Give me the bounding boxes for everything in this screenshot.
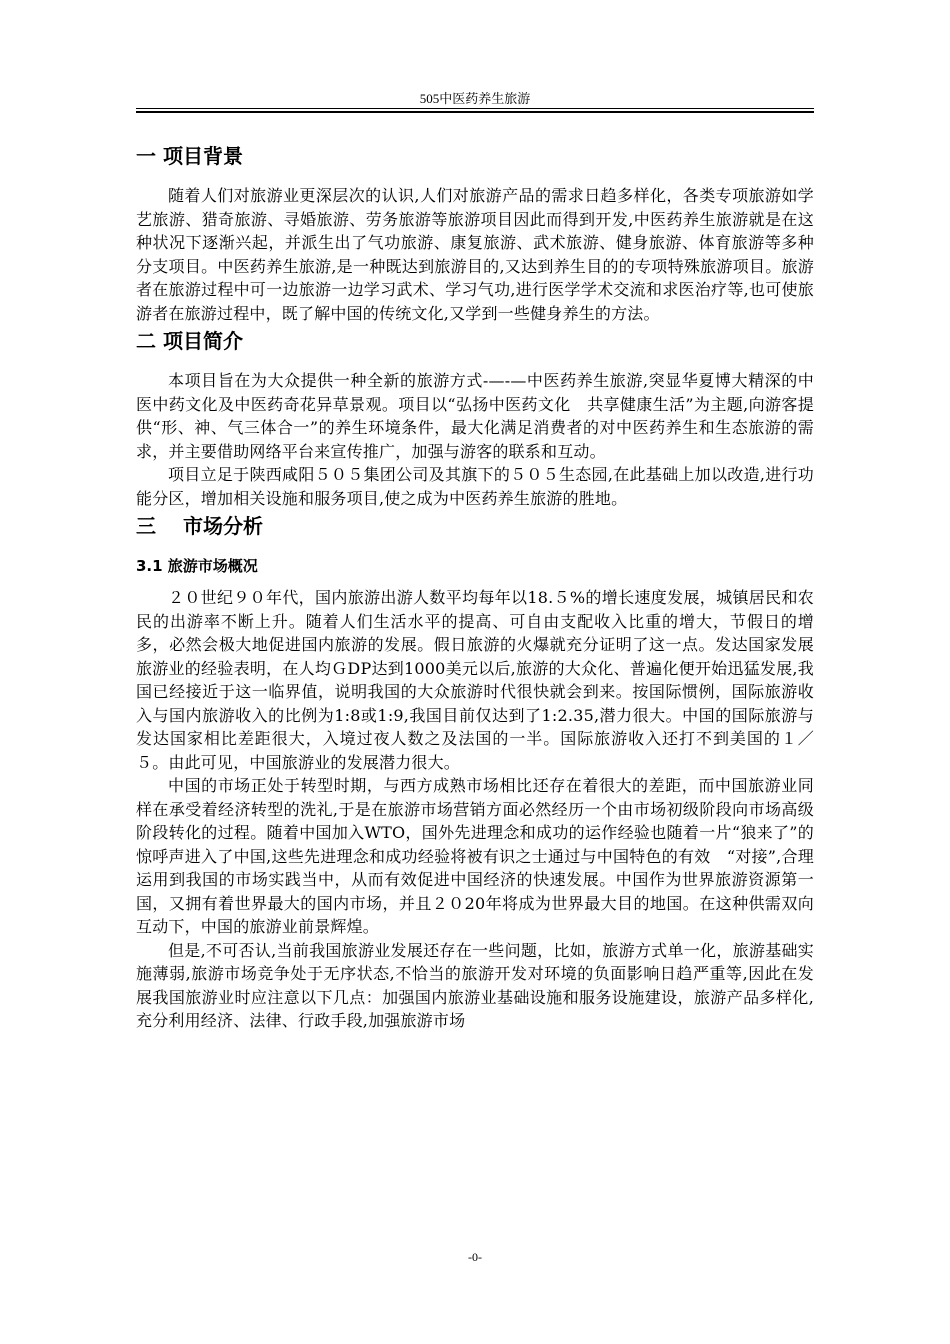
paragraph: 随着人们对旅游业更深层次的认识,人们对旅游产品的需求日趋多样化，各类专项旅游如学艺旅游、猎奇旅游、寻婚旅游、劳务旅游等旅游项目因此而得到开发,中医药养生旅游就是在这种状况下逐渐兴起，并派生出了气功旅游、康复旅游、武术旅游、健身旅游、体育旅游等多种分支项目。中医药养生旅游,是一种既达到旅游目的,又达到养生目的的专项特殊旅游项目。旅游者在旅游过程中可一边旅游一边学习武术、学习气功,进行医学学术交流和求医治疗等,也可使旅游者在旅游过程中，既了解中国的传统文化,又学到一些健身养生的方法。 <box>136 186 814 323</box>
page-content <box>136 140 814 1033</box>
section-heading-market-analysis: 三 市场分析 <box>136 514 263 538</box>
subsection-heading: 3.1 旅游市场概况 <box>136 557 258 575</box>
paragraph: 项目立足于陕西咸阳５０５集团公司及其旗下的５０５生态园,在此基础上加以改造,进行功能分区，增加相关设施和服务项目,使之成为中医药养生旅游的胜地。 <box>136 465 814 508</box>
paragraph: ２０世纪９０年代，国内旅游出游人数平均每年以18.５%的增长速度发展，城镇居民和农民的出游率不断上升。随着人们生活水平的提高、可自由支配收入比重的增大，节假日的增多，必然会极大地促进国内旅游的发展。假日旅游的火爆就充分证明了这一点。发达国家发展旅游业的经验表明，在人均ＧDP达到1000美元以后,旅游的大众化、普遍化便开始迅猛发展,我国已经接近于这一临界值，说明我国的大众旅游时代很快就会到来。按国际惯例，国际旅游收入与国内旅游收入的比例为1:8或1:9,我国目前仅达到了1:2.35,潜力很大。中国的国际旅游与发达国家相比差距很大，入境过夜人数之及法国的一半。国际旅游收入还打不到美国的１／５。由此可见，中国旅游业的发展潜力很大。 <box>136 588 814 772</box>
section-heading-background: 一 项目背景 <box>136 144 243 168</box>
paragraph: 中国的市场正处于转型时期，与西方成熟市场相比还存在着很大的差距，而中国旅游业同样在承受着经济转型的洗礼,于是在旅游市场营销方面必然经历一个由市场初级阶段向市场高级阶段转化的过程。随着中国加入WTO，国外先进理念和成功的运作经验也随着一片“狼来了”的惊呼声进入了中国,这些先进理念和成功经验将被有识之士通过与中国特色的有效 “对接”,合理运用到我国的市场实践当中，从而有效促进中国经济的快速发展。中国作为世界旅游资源第一国，又拥有着世界最大的国内市场，并且２０20年将成为世界最大目的地国。在这种供需双向互动下，中国的旅游业前景辉煌。 <box>136 776 814 936</box>
header-rule <box>136 108 814 113</box>
section-heading-introduction: 二 项目简介 <box>136 329 243 353</box>
page-number: -0- <box>468 1250 482 1264</box>
paragraph: 本项目旨在为大众提供一种全新的旅游方式-—-—中医药养生旅游,突显华夏博大精深的中医中药文化及中医药奇花异草景观。项目以“弘扬中医药文化 共享健康生活”为主题,向游客提供“形、神、气三体合一”的养生环境条件，最大化满足消费者的对中医药养生和生态旅游的需求，并主要借助网络平台来宣传推广，加强与游客的联系和互动。 <box>136 371 814 461</box>
running-header: 505中医药养生旅游 <box>419 91 531 106</box>
paragraph: 但是,不可否认,当前我国旅游业发展还存在一些问题，比如，旅游方式单一化，旅游基础实施薄弱,旅游市场竞争处于无序状态,不恰当的旅游开发对环境的负面影响日趋严重等,因此在发展我国旅游业时应注意以下几点：加强国内旅游业基础设施和服务设施建设，旅游产品多样化,充分利用经济、法律、行政手段,加强旅游市场 <box>136 940 814 1030</box>
